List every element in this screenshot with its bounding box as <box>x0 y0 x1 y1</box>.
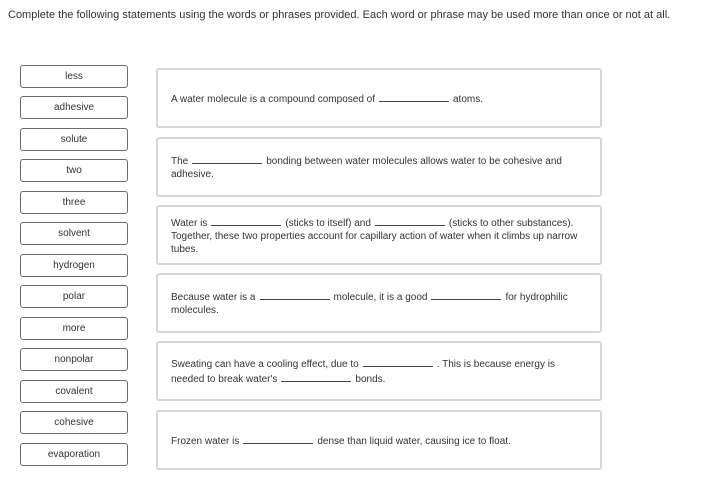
statement-box-5 <box>156 341 602 401</box>
statement-1-text-a: A water molecule is a compound composed of <box>171 93 375 105</box>
word-tile-covalent[interactable]: covalent <box>20 380 128 403</box>
statement-box-6 <box>156 410 602 470</box>
statement-text-6 <box>171 433 583 448</box>
statement-box-1 <box>156 68 602 128</box>
word-tile-two[interactable]: two <box>20 159 128 182</box>
statement-box-3 <box>156 205 602 265</box>
statement-4-text-b: molecule, it is a good <box>333 292 428 303</box>
statement-2-text-a: The <box>171 156 189 167</box>
statement-box-2 <box>156 137 602 197</box>
statement-1-text-b: atoms. <box>453 93 484 105</box>
word-tile-hydrogen[interactable]: hydrogen <box>20 254 128 277</box>
answer-blank-5b[interactable] <box>281 371 351 382</box>
answer-blank-3a[interactable] <box>211 215 281 226</box>
answer-blank-6[interactable] <box>243 433 313 444</box>
word-tile-polar[interactable]: polar <box>20 285 128 308</box>
answer-blank-4a[interactable] <box>260 289 330 300</box>
answer-blank-3b[interactable] <box>375 215 445 226</box>
word-tile-evaporation[interactable]: evaporation <box>20 443 128 466</box>
statement-5-text-c: bonds. <box>355 374 386 385</box>
answer-blank-5a[interactable] <box>363 356 433 367</box>
statement-3-text-b: (sticks to itself) and <box>285 217 371 229</box>
statement-5-text-a: Sweating can have a cooling effect, due to <box>171 359 359 370</box>
statement-5-text-b: . This is because energy is needed to break water's <box>171 359 555 385</box>
word-tile-solvent[interactable]: solvent <box>20 222 128 245</box>
statement-text-5 <box>171 356 583 386</box>
statement-6-text-a: Frozen water is <box>171 435 240 447</box>
statement-3-text-a: Water is <box>171 217 208 229</box>
statement-2-text-b: bonding between water molecules allows water to be cohesive and adhesive. <box>171 156 562 180</box>
answer-blank-4b[interactable] <box>431 289 501 300</box>
instructions-text: Complete the following statements using the words or phrases provided. Each word or phrase may be used more than once or not at all. <box>8 9 671 21</box>
statement-6-text-b: dense than liquid water, causing ice to float. <box>317 435 511 447</box>
word-tile-more[interactable]: more <box>20 317 128 340</box>
word-tile-nonpolar[interactable]: nonpolar <box>20 348 128 371</box>
answer-blank-1[interactable] <box>379 91 449 102</box>
word-tile-adhesive[interactable]: adhesive <box>20 96 128 119</box>
word-tile-cohesive[interactable]: cohesive <box>20 411 128 434</box>
statement-text-4 <box>171 289 583 317</box>
statement-text-1 <box>171 91 583 106</box>
statement-text-2 <box>171 153 583 181</box>
statement-4-text-c: for hydrophilic molecules. <box>171 292 568 316</box>
word-tile-less[interactable]: less <box>20 65 128 88</box>
word-tile-three[interactable]: three <box>20 191 128 214</box>
statement-3-text-c: (sticks to other substances). Together, these two properties account for capillary action of water when it climbs up narrow tubes. <box>171 217 578 255</box>
answer-blank-2[interactable] <box>192 153 262 164</box>
word-tile-solute[interactable]: solute <box>20 128 128 151</box>
statement-box-4 <box>156 273 602 333</box>
statement-4-text-a: Because water is a <box>171 292 256 303</box>
statement-text-3 <box>171 215 583 256</box>
